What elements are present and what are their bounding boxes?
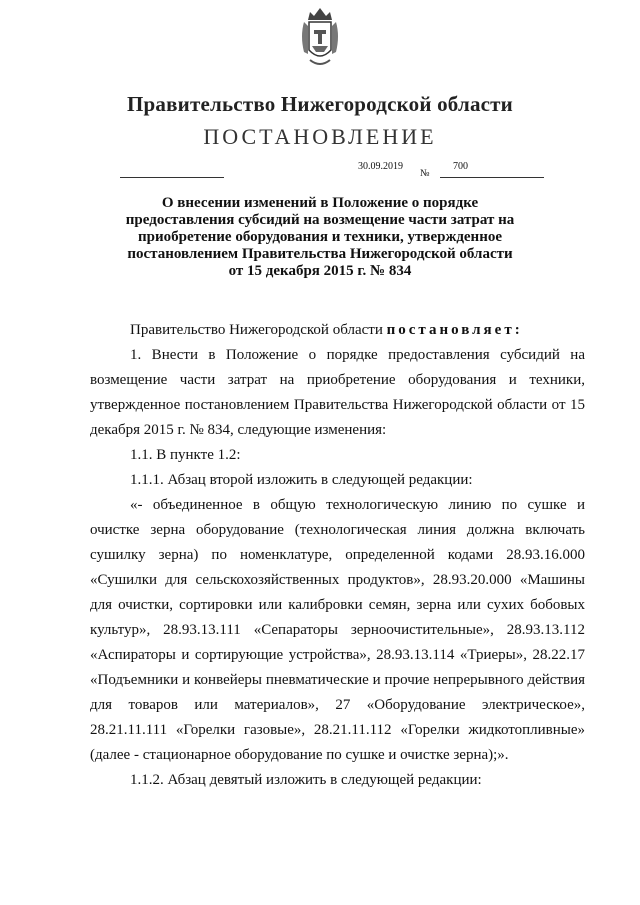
title-line: О внесении изменений в Положение о порядке	[161, 195, 479, 211]
document-number: 700	[453, 161, 468, 172]
document-type: ПОСТАНОВЛЕНИЕ	[203, 124, 437, 149]
title-line: постановлением Правительства Нижегородской области	[127, 246, 513, 262]
title-line: от 15 декабря 2015 г. № 834	[228, 263, 412, 279]
paragraph-1-1-2: 1.1.2. Абзац девятый изложить в следующей редакции:	[130, 772, 482, 788]
coat-of-arms-emblem	[296, 6, 344, 70]
paragraph-quote: «- объединенное в общую технологическую линию по сушке и очистке зерна оборудование (технологическая линия должна включать сушилку зерна) по номенклатуре, определенной кодами 28.93.16.000 «Сушилки для сельскохозяйственных продуктов», 28.93.20.000 «Машины для очистки, сортировки или калибровки семян, зерна или сухих бобовых культур», 28.93.13.111 «Сепараторы зерноочистительные», 28.93.13.112 «Аспираторы и сортирующие устройства», 28.93.13.114 «Триеры», 28.22.17 «Подъемники и конвейеры пневматические и прочие непрерывного действия для товаров или материалов», 27 «Оборудование электрическое», 28.21.11.111 «Горелки газовые», 28.21.11.112 «Горелки жидкотопливные» (далее - стационарное оборудование по сушке и очистке зерна);».	[90, 497, 585, 763]
blank-line-left	[120, 177, 224, 178]
document-body	[90, 318, 585, 793]
preamble-emphasis: постановляет:	[386, 322, 523, 338]
paragraph-1-1: 1.1. В пункте 1.2:	[130, 447, 241, 463]
title-line: приобретение оборудования и техники, утвержденное	[137, 229, 503, 245]
paragraph-1-1-1: 1.1.1. Абзац второй изложить в следующей редакции:	[130, 472, 473, 488]
preamble-text: Правительство Нижегородской области	[130, 322, 387, 338]
document-date: 30.09.2019	[358, 161, 403, 172]
document-title	[110, 195, 530, 280]
number-sign: №	[420, 168, 430, 179]
organization-name: Правительство Нижегородской области	[127, 92, 513, 116]
title-line: предоставления субсидий на возмещение части затрат на	[125, 212, 515, 228]
preamble-paragraph	[90, 318, 585, 343]
blank-line-right	[440, 177, 544, 178]
paragraph-1: 1. Внести в Положение о порядке предоставления субсидий на возмещение части затрат на приобретение оборудования и техники, утвержденное постановлением Правительства Нижегородской области от 15 декабря 2015 г. № 834, следующие изменения:	[90, 347, 585, 438]
